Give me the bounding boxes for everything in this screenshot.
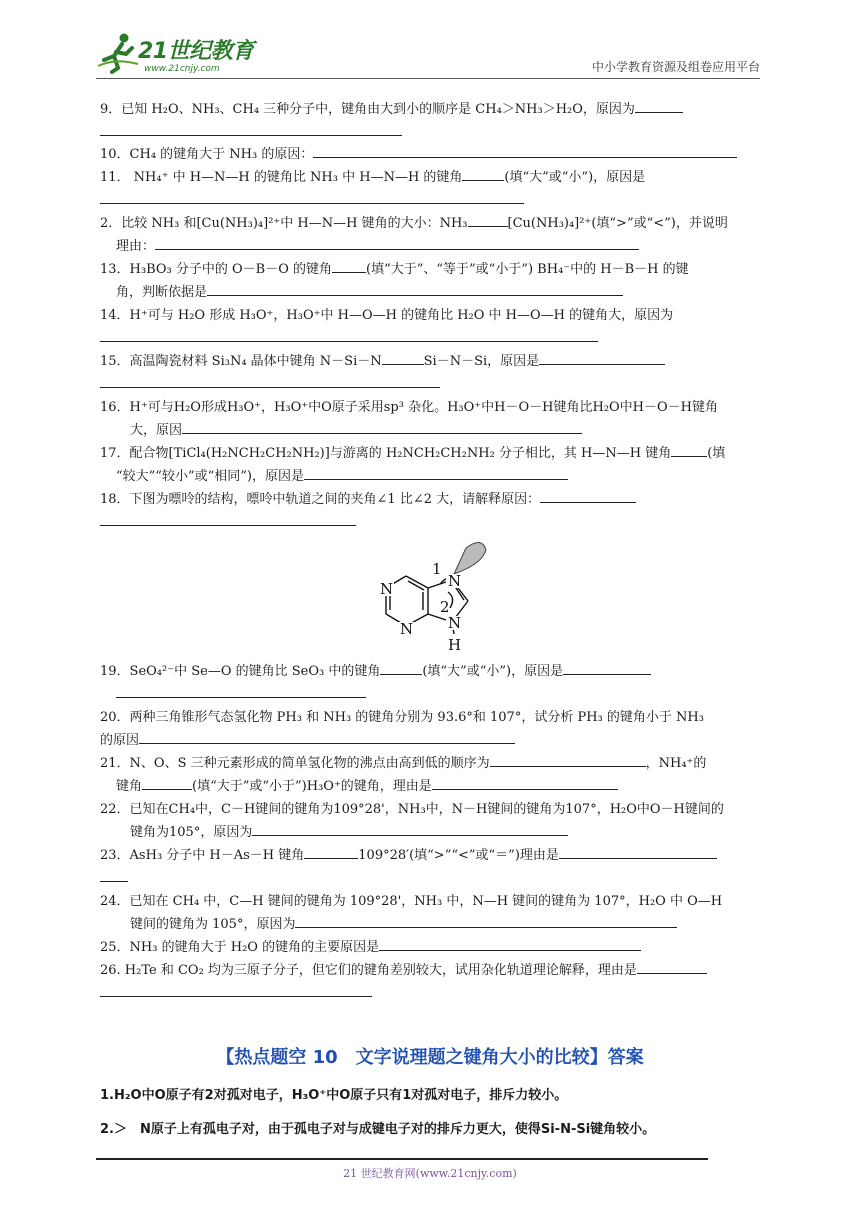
question-text: 19．SeO₄²⁻中 Se—O 的键角比 SeO₃ 中的键角 [100, 664, 381, 679]
question-text: 11． NH₄⁺ 中 H—N—H 的键角比 NH₃ 中 H—N—H 的键角 [100, 170, 463, 185]
question-text: 17．配合物[TiCl₄(H₂NCH₂CH₂NH₂)]与游离的 H₂NCH₂CH₂NH₂ 分子相比，其 H—N—H 键角 [100, 446, 672, 461]
answer-blank [252, 821, 568, 836]
atom-label: N [400, 620, 414, 638]
runner-icon [96, 30, 140, 74]
question-text: [Cu(NH₃)₄]²⁺(填“>”或“<”)，并说明 [507, 216, 728, 231]
question-text: 角，判断依据是 [116, 285, 208, 300]
answer-blank [490, 752, 646, 767]
answer-blank [432, 775, 618, 790]
answer-blank [304, 844, 358, 859]
question-text: (填 [707, 446, 726, 461]
question-11 [100, 166, 762, 212]
answer-blank [295, 913, 677, 928]
question-text: (填“大于”、“等于”或“小于”) BH₄⁻中的 H－B－H 的键 [366, 262, 689, 277]
question-15 [100, 350, 762, 396]
purine-structure-figure [370, 530, 490, 656]
question-text: 23．AsH₃ 分子中 H－As－H 键角 [100, 848, 305, 863]
question-text: 22．已知在CH₄中，C－H键间的键角为109°28'，NH₃中，N－H键间的键角为107°，H₂O中O－H键间的 [100, 802, 724, 817]
answer-blank [155, 235, 639, 250]
question-text: 18．下图为嘌呤的结构，嘌呤中轨道之间的夹角∠1 比∠2 大，请解释原因： [100, 492, 541, 507]
answer-blank [100, 327, 598, 342]
answer-blank [539, 350, 665, 365]
question-20 [100, 706, 762, 752]
answer-blank [116, 683, 366, 698]
question-text: 20．两种三角锥形气态氢化物 PH₃ 和 NH₃ 的键角分别为 93.6°和 107°，试分析 PH₃ 的键角小于 NH₃ [100, 710, 704, 725]
answer-blank [142, 775, 192, 790]
question-9 [100, 98, 762, 144]
logo-url: www.21cnjy.com [144, 64, 220, 74]
answer-blank [100, 189, 524, 204]
question-22 [100, 798, 762, 844]
question-13 [100, 258, 762, 304]
answer-blank [332, 258, 366, 273]
answer-blank [380, 660, 422, 675]
answer-1: 1.H₂O中O原子有2对孤对电子，H₃O⁺中O原子只有1对孤对电子，排斥力较小。 [100, 1088, 568, 1103]
answer-blank [100, 121, 402, 136]
answer-blank [540, 488, 636, 503]
answer-blank [671, 442, 707, 457]
question-24 [100, 890, 762, 936]
question-12 [100, 212, 762, 258]
question-text: 109°28′(填“>”“<”或“＝”)理由是 [358, 848, 559, 863]
answers-title: 【热点题空 10 文字说理题之键角大小的比较】答案 [216, 1047, 644, 1068]
question-text: 9．已知 H₂O、NH₃、CH₄ 三种分子中，键角由大到小的顺序是 CH₄＞NH₃＞H₂O，原因为 [100, 102, 635, 117]
question-text: 理由： [116, 239, 156, 254]
site-logo [96, 28, 266, 78]
question-23 [100, 844, 762, 890]
answer-blank [382, 350, 424, 365]
answer-blank [635, 98, 683, 113]
question-text: (填“大”或“小”)，原因是 [504, 170, 646, 185]
answer-blank [313, 143, 737, 158]
question-26 [100, 959, 762, 1005]
header-platform-text: 中小学教育资源及组卷应用平台 [591, 60, 760, 74]
question-text: 大，原因 [130, 423, 183, 438]
question-text: Si－N－Si，原因是 [423, 354, 540, 369]
answer-blank [559, 844, 717, 859]
orbital-lobe-icon [454, 542, 486, 574]
answer-blank [379, 936, 641, 951]
question-21 [100, 752, 762, 798]
question-25 [100, 936, 762, 959]
question-text: 键角 [116, 779, 143, 794]
answer-blank [182, 419, 582, 434]
answer-blank [139, 729, 515, 744]
logo-text: 21世纪教育 [138, 39, 254, 64]
answer-blank [468, 212, 508, 227]
question-text: 键角为105°，原因为 [130, 825, 253, 840]
question-17 [100, 442, 762, 488]
question-14 [100, 304, 762, 350]
answer-blank [637, 959, 707, 974]
atom-label: N [380, 580, 394, 598]
atom-label: H [448, 636, 462, 654]
footer-text: 21 世纪教育网(www.21cnjy.com) [343, 1167, 517, 1180]
page-header [96, 28, 760, 80]
question-text: 16．H⁺可与H₂O形成H₃O⁺，H₃O⁺中O原子采用sp³ 杂化。H₃O⁺中H－O－H键角比H₂O中H－O－H键角 [100, 400, 719, 415]
answer-blank [563, 660, 651, 675]
question-text: 键间的键角为 105°，原因为 [130, 917, 296, 932]
question-text: 10．CH₄ 的键角大于 NH₃ 的原因： [100, 147, 314, 162]
question-text: ，NH₄⁺的 [645, 756, 707, 771]
question-text: 14．H⁺可与 H₂O 形成 H₃O⁺，H₃O⁺中 H—O—H 的键角比 H₂O 中 H—O—H 的键角大，原因为 [100, 308, 674, 323]
question-text: 13．H₃BO₃ 分子中的 O－B－O 的键角 [100, 262, 333, 277]
question-text: 24．已知在 CH₄ 中，C—H 键间的键角为 109°28'，NH₃ 中，N—H 键间的键角为 107°，H₂O 中 O—H [100, 894, 723, 909]
question-text: 21．N、O、S 三种元素形成的简单氢化物的沸点由高到低的顺序为 [100, 756, 490, 771]
question-text: “较大”“较小”或“相同”)，原因是 [116, 469, 304, 484]
question-text: 2．比较 NH₃ 和[Cu(NH₃)₄]²⁺中 H—N—H 键角的大小：NH₃ [100, 216, 468, 231]
answer-blank [100, 373, 440, 388]
answer-blank [100, 867, 128, 882]
angle-label-2: 2 [440, 598, 450, 616]
question-text: (填“大于”或“小于”)H₃O⁺的键角，理由是 [192, 779, 432, 794]
question-10 [100, 143, 762, 166]
question-text: 25．NH₃ 的键角大于 H₂O 的键角的主要原因是 [100, 940, 380, 955]
question-text: (填“大”或“小”)，原因是 [422, 664, 564, 679]
answer-2: 2.＞ N原子上有孤电子对，由于孤电子对与成键电子对的排斥力更大，使得Si-N-Si键角较小。 [100, 1122, 656, 1137]
answer-blank [462, 166, 504, 181]
answer-blank [207, 281, 623, 296]
atom-label: N [448, 614, 462, 632]
question-19 [100, 660, 762, 706]
header-divider [96, 78, 760, 79]
question-text: 26. H₂Te 和 CO₂ 均为三原子分子，但它们的键角差别较大，试用杂化轨道理论解释，理由是 [100, 963, 637, 978]
question-text: 的原因 [100, 733, 140, 748]
answer-blank [304, 465, 568, 480]
question-18 [100, 488, 762, 534]
answer-blank [100, 511, 356, 526]
answer-blank [100, 982, 372, 997]
footer-divider [96, 1158, 708, 1160]
angle-label-1: 1 [432, 560, 442, 578]
question-text: 15．高温陶瓷材料 Si₃N₄ 晶体中键角 N－Si－N [100, 354, 382, 369]
question-16 [100, 396, 762, 442]
atom-label: N [448, 572, 462, 590]
